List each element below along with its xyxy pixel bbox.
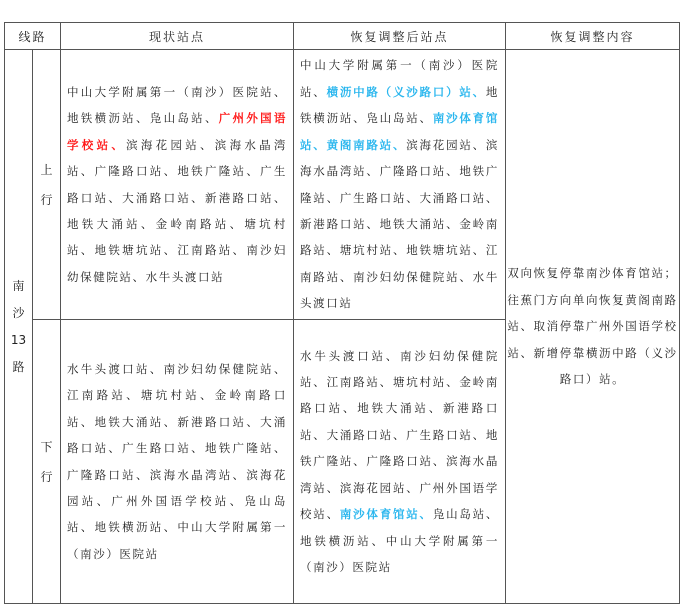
stop-list-text: 水牛头渡口站、南沙妇幼保健院站、江南路站、塘坑村站、金岭南路口站、地铁大涌站、新港路口站、大涌路口站、广生路口站、地铁广隆站、广隆路口站、滨海水晶湾站、滨海花园站、广州外国语学校站、凫山岛站、地铁横沥站、中山大学附属第一（南沙）医院站	[67, 361, 288, 561]
highlighted-stops: 南沙体育馆站、	[339, 507, 433, 522]
adjust-content-text: 双向恢复停靠南沙体育馆站；往蕉门方向单向恢复黄阁南路站、取消停靠广州外国语学校站、新增停靠横沥中路（义沙路口）站。	[507, 266, 678, 387]
row-up	[5, 50, 680, 320]
route-adjustment-table	[4, 22, 680, 604]
stop-list-text: 滨海花园站、滨海水晶湾站、广隆路口站、地铁广隆站、广生路口站、大涌路口站、新港路口站、地铁大涌站、金岭南路站、塘坑村站、地铁塘坑站、江南路站、南沙妇幼保健院站、水牛头渡口站	[67, 137, 288, 284]
adjust-content-cell	[506, 50, 680, 604]
down-adjusted-stops	[294, 341, 505, 583]
header-adjust-content: 恢复调整内容	[506, 23, 680, 50]
direction-char: 上	[40, 162, 53, 177]
highlighted-stops: 横沥中路（义沙路口）站、	[326, 84, 486, 99]
stop-list-text: 凫山岛站、地铁横沥站、中山大学附属第一（南沙）医院站	[300, 507, 500, 574]
route-name-char: 沙	[12, 305, 25, 320]
up-current-stops-cell	[61, 50, 294, 320]
stop-list-text: 中山大学附属第一（南沙）医院站、地铁横沥站、凫山岛站、	[67, 84, 288, 126]
highlighted-stops: 广州外国语学校站、	[67, 111, 288, 152]
route-name-char: 路	[12, 359, 25, 374]
stop-list-text: 水牛头渡口站、南沙妇幼保健院站、江南路站、塘坑村站、金岭南路口站、地铁大涌站、新港路口站、大涌路口站、广生路口站、地铁广隆站、广隆路口站、滨海水晶湾站、滨海花园站、广州外国语学校站、	[300, 348, 500, 522]
route-name-cell	[5, 50, 33, 604]
stop-list-text: 地铁横沥站、凫山岛站、	[300, 84, 500, 126]
header-row	[5, 23, 680, 50]
stop-list-text: 滨海花园站、滨海水晶湾站、广隆路口站、地铁广隆站、广生路口站、大涌路口站、新港路口站、地铁大涌站、金岭南路站、塘坑村站、地铁塘坑站、江南路站、南沙妇幼保健院站、水牛头渡口站	[300, 137, 500, 311]
up-adjusted-stops-cell	[294, 50, 506, 320]
down-current-stops	[61, 354, 293, 569]
route-name-char: 南	[12, 278, 25, 293]
down-adjusted-stops-cell	[294, 320, 506, 604]
header-current-stops: 现状站点	[61, 23, 294, 50]
stop-list-text: 中山大学附属第一（南沙）医院站、	[300, 58, 500, 99]
header-adjusted-stops: 恢复调整后站点	[294, 23, 506, 50]
direction-char: 行	[40, 469, 53, 484]
direction-down-cell	[33, 320, 61, 604]
route-name-char: 13	[10, 332, 27, 347]
up-adjusted-stops	[294, 50, 505, 318]
direction-char: 行	[40, 192, 53, 207]
header-line: 线路	[5, 23, 61, 50]
direction-up-cell	[33, 50, 61, 320]
direction-char: 下	[40, 439, 53, 454]
up-current-stops	[61, 77, 293, 292]
down-current-stops-cell	[61, 320, 294, 604]
highlighted-stops: 南沙体育馆站、黄阁南路站、	[300, 111, 500, 152]
